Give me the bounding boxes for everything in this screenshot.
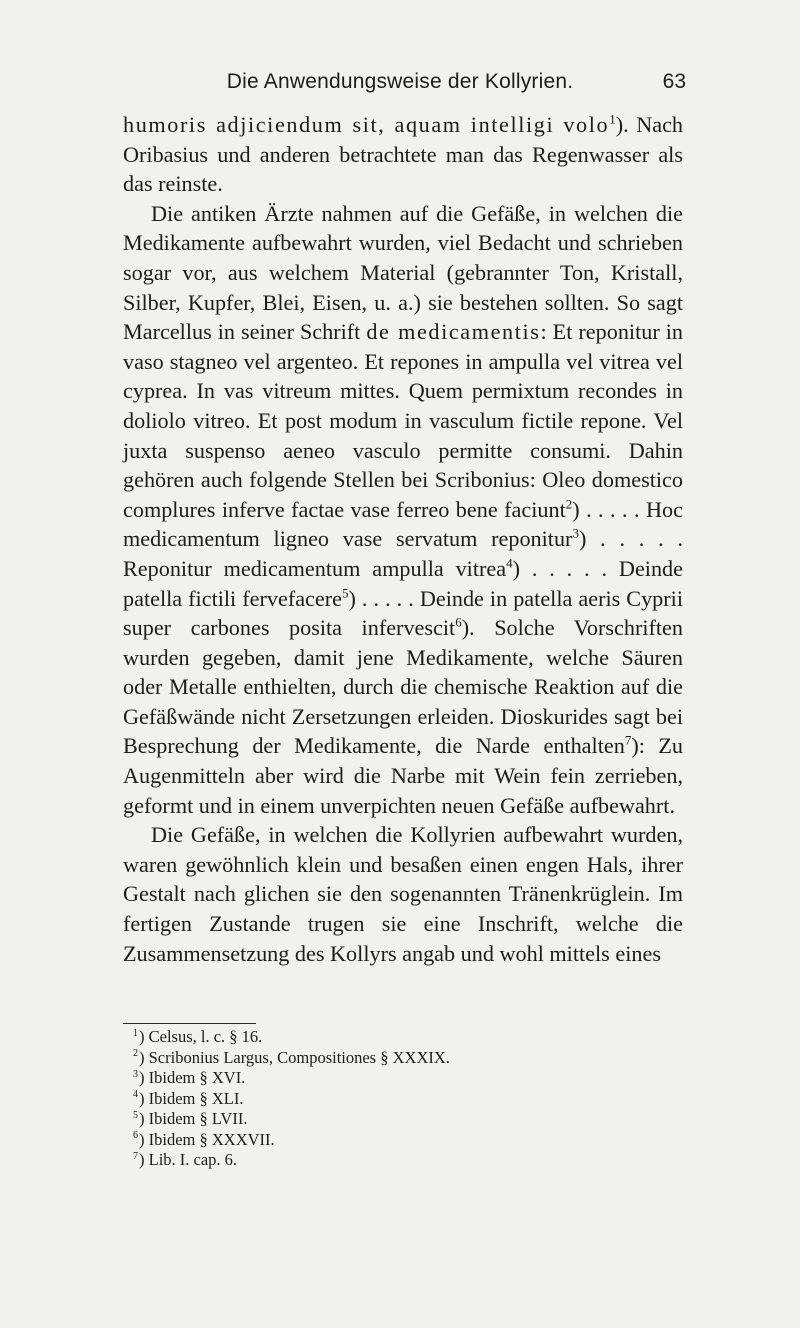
footnote-number: 5 <box>133 1109 138 1121</box>
paragraph-text: Die Gefäße, in welchen die Kollyrien aufbewahrt wurden, waren gewöhnlich klein und besaßen einen engen Hals, ihrer Gestalt nach glichen sie den sogenannten Tränenkrüglein. Im fertigen Zustande trugen sie eine Inschrift, welche die Zusammensetzung des Kollyrs angab und wohl mittels eines <box>123 822 683 966</box>
footnote-separator <box>123 1023 256 1024</box>
footnote-ref-7: 7 <box>624 733 632 749</box>
body-text <box>123 110 683 968</box>
paragraph-3 <box>123 820 683 968</box>
paragraph-text: Die antiken Ärzte nahmen auf die Gefäße, in welchen die Medikamente aufbewahrt wurden, viel Bedacht und schrieben sogar vor, aus welchem Material (gebrannter Ton, Kristall, Silber, Kupfer, Blei, Eisen, u. a.) sie bestehen sollten. So sagt Marcellus in seiner Schrift <box>123 200 683 345</box>
paragraph-1 <box>123 110 683 199</box>
footnote-text: ) Ibidem § XLI. <box>139 1088 244 1108</box>
book-title: de medicamentis <box>366 319 541 345</box>
paragraph-text: : Et reponitur in vaso stagneo vel argenteo. Et repones in ampulla vel vitrea vel cyprea. In vas vitreum mittes. Quem permixtum recondes in doliolo vitreo. Et post modum in vasculum fictile repone. Vel juxta suspenso aeneo vasculo permitte consumi. Dahin gehören auch folgende Stellen bei Scribonius: Oleo domestico complures inferve factae vase ferreo bene faciunt <box>123 319 683 522</box>
footnotes <box>133 1027 693 1171</box>
paragraph-text: ): Zu Augenmitteln aber wird die Narbe mit Wein fein zerrieben, geformt und in einem unverpichten neuen Gefäße aufbewahrt. <box>123 733 684 818</box>
footnote-number: 7 <box>133 1150 138 1162</box>
footnote <box>133 1150 693 1171</box>
latin-phrase: humoris adjiciendum sit, aquam intelligi volo <box>123 112 610 137</box>
footnote <box>133 1068 693 1089</box>
footnote-ref-5: 5 <box>342 585 349 601</box>
footnote-text: ) Ibidem § XVI. <box>139 1068 246 1087</box>
paragraph-text: ) . . . . . Deinde in patella aeris Cyprii super carbones posita infervescit <box>123 585 683 641</box>
paragraph-text: ). Nach Oribasius und anderen betrachtete man das Regenwasser als das reinste. <box>123 112 684 197</box>
footnote-ref-2: 2 <box>565 496 573 512</box>
footnote-ref-4: 4 <box>506 555 513 571</box>
paragraph-text: ) . . . . . Hoc medicamentum ligneo vase servatum reponitur <box>123 496 683 552</box>
footnote-number: 3 <box>133 1068 138 1080</box>
footnote-number: 1 <box>133 1027 138 1039</box>
footnote-number: 2 <box>133 1048 138 1059</box>
footnote-number: 6 <box>133 1130 138 1141</box>
footnote <box>133 1109 693 1130</box>
footnote-text: ) Lib. I. cap. 6. <box>139 1150 238 1169</box>
footnote <box>133 1048 693 1069</box>
footnote-text: ) Ibidem § XXXVII. <box>139 1129 275 1149</box>
footnote-ref-1: 1 <box>609 111 616 127</box>
footnote <box>133 1027 693 1048</box>
paragraph-text: ) . . . . . Reponitur medicamentum ampulla vitrea <box>123 526 683 581</box>
footnote-number: 4 <box>133 1089 138 1100</box>
paragraph-text: ). Solche Vorschriften wurden gegeben, damit jene Medikamente, welche Säuren oder Metalle enthielten, durch die chemische Reaktion auf die Gefäßwände nicht Zersetzungen erleiden. Dioskurides sagt bei Besprechung der Medikamente, die Narde enthalten <box>123 615 683 759</box>
paragraph-text: ) . . . . . Deinde patella fictili fervefacere <box>123 555 683 611</box>
footnote <box>133 1130 693 1151</box>
footnote-text: ) Ibidem § LVII. <box>139 1109 248 1128</box>
footnote-ref-3: 3 <box>572 525 579 541</box>
page-number: 63 <box>662 70 686 93</box>
paragraph-2 <box>123 199 683 820</box>
footnote-text: ) Celsus, l. c. § 16. <box>139 1027 263 1046</box>
page-header <box>120 70 686 104</box>
running-title: Die Anwendungsweise der Kollyrien. <box>226 70 574 93</box>
footnote-ref-6: 6 <box>455 614 462 630</box>
footnote-text: ) Scribonius Largus, Compositiones § XXXIX. <box>139 1047 450 1067</box>
footnote <box>133 1089 693 1110</box>
